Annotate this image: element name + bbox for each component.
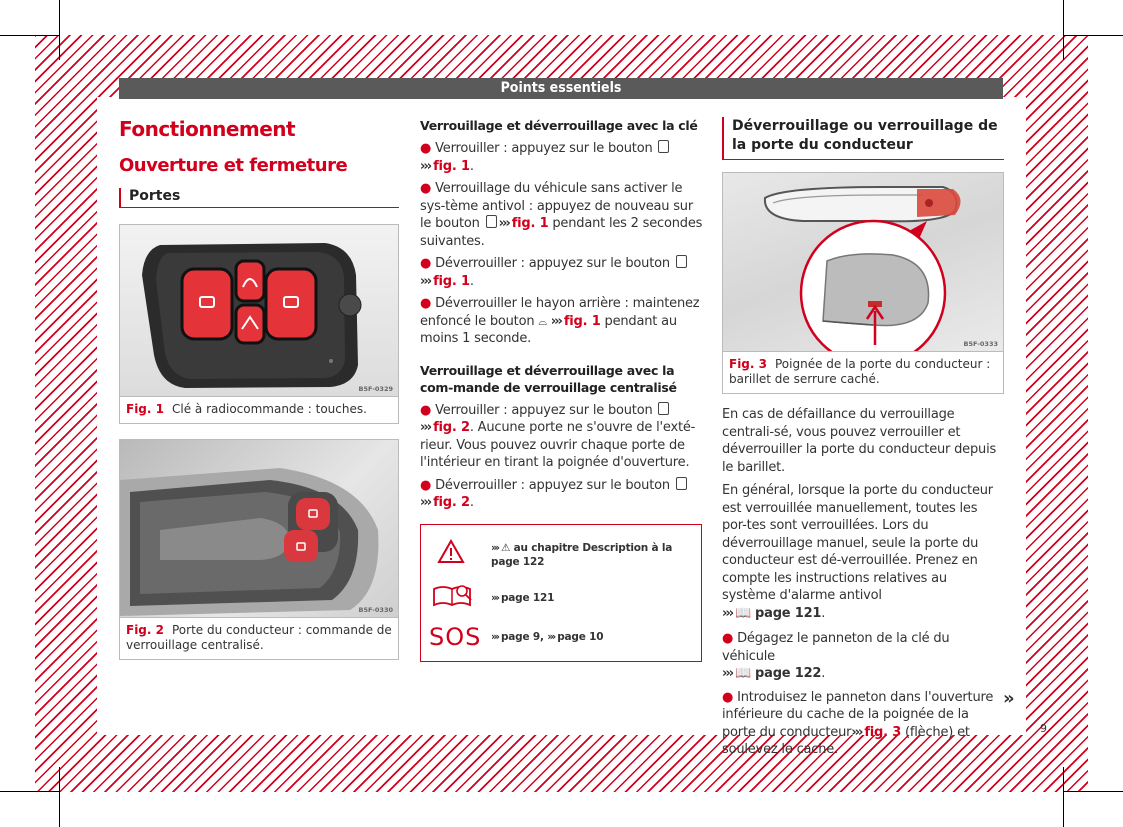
unlock-icon (676, 477, 687, 490)
info-reference-page[interactable]: page 121 (500, 592, 555, 604)
figure-2-caption-text: Porte du conducteur : commande de verrouillage centralisé. (126, 623, 392, 652)
bullet-release-key: ● Dégagez le panneton de la clé du véhicule ››› 📖 page 122. (722, 631, 950, 681)
paragraph-failure: En cas de défaillance du verrouillage centrali-sé, vous pouvez verrouiller et déverrouiller la porte du conducteur depuis le barillet. (722, 407, 997, 475)
unlock-icon (676, 255, 687, 268)
fig-1-link[interactable]: fig. 1 (433, 158, 470, 174)
warning-reference-text[interactable]: au chapitre Description à la (513, 542, 673, 554)
bullet-central-lock: ● Verrouiller : appuyez sur le bouton ››› fig. 2. Aucune porte ne s'ouvre de l'exté-rieur. Vous pouvez ouvrir chaque porte de l'intérieur en tirant la poignée d'ouverture. (420, 402, 696, 470)
fig-2-link[interactable]: fig. 2 (433, 495, 470, 510)
crop-mark (0, 35, 60, 36)
manual-book-icon: 📖 (735, 605, 752, 621)
right-section-title: Déverrouillage ou verrouillage de la porte du conducteur (722, 117, 1004, 160)
fig-2-link[interactable]: fig. 2 (433, 420, 470, 435)
crop-mark (1063, 791, 1123, 792)
figure-2-image (120, 440, 398, 618)
figure-3-image (723, 173, 1003, 352)
paragraph-manual-locking: En général, lorsque la porte du conducteur est verrouillée manuellement, toutes les por-tes sont verrouillées. Lors du déverrouillage manuel, seule la porte du conducteur est dé-verrouillée. Prenez en compte les instructions relatives au système d'alarme antivol ››› 📖 page 121. (722, 483, 993, 621)
warning-triangle-icon (437, 539, 465, 564)
bullet-central-unlock: ● Déverrouiller : appuyez sur le bouton ››› fig. 2. (420, 477, 703, 512)
figure-3-code: B5F-0333 (963, 340, 998, 348)
figure-1-caption (120, 397, 398, 423)
crop-mark (59, 767, 60, 827)
crop-mark (1063, 0, 1064, 60)
manual-book-icon: 📖 (735, 666, 752, 681)
section-title: Ouverture et fermeture (119, 155, 348, 176)
figure-2-caption (120, 618, 398, 659)
remote-key-illustration (120, 225, 398, 396)
bullet-lock-no-alarm: ● Verrouillage du véhicule sans activer le sys-tème antivol : appuyez de nouveau sur le bouton ››› fig. 1 pendant les 2 secondes suivantes. (420, 181, 703, 249)
figure-3-caption-text: Poignée de la porte du conducteur : barillet de serrure caché. (729, 357, 991, 386)
subheading-central-lock: Verrouillage et déverrouillage avec la com-mande de verrouillage centralisé (420, 362, 677, 395)
figure-3-number: Fig. 3 (729, 357, 767, 371)
page-122-link[interactable]: page 122 (755, 666, 822, 681)
fig-1-link[interactable]: fig. 1 (511, 216, 549, 231)
bullet-unlock: ● Déverrouiller : appuyez sur le bouton ››› fig. 1. (420, 255, 703, 290)
middle-column (420, 117, 703, 512)
crop-mark (0, 791, 60, 792)
figure-2-code: B5F-0330 (358, 606, 393, 614)
bullet-lock: ● Verrouiller : appuyez sur le bouton ››› fig. 1. (420, 140, 703, 175)
continue-arrow: » (1003, 688, 1012, 709)
door-handle-illustration (723, 173, 1003, 351)
left-column (119, 117, 399, 660)
figure-1-caption-text: Clé à radiocommande : touches. (172, 402, 367, 416)
bullet-tailgate: ● Déverrouiller le hayon arrière : maintenez enfoncé le bouton ⌓ ››› fig. 1 pendant au moins 1 seconde. (420, 296, 700, 346)
right-column (722, 117, 1004, 759)
figure-2-number: Fig. 2 (126, 623, 164, 637)
lock-icon (486, 215, 497, 228)
manual-book-icon (431, 581, 473, 609)
door-panel-illustration (120, 440, 398, 617)
small-warning-icon: ⚠ (500, 542, 511, 554)
subsection-title: Portes (119, 188, 399, 208)
figure-2 (119, 439, 399, 660)
figure-1-number: Fig. 1 (126, 402, 164, 416)
chapter-title: Fonctionnement (119, 117, 296, 141)
lock-icon (658, 402, 669, 415)
figure-3 (722, 172, 1004, 394)
figure-1 (119, 224, 399, 424)
bullet-insert-key: ● Introduisez le panneton dans l'ouverture inférieure du cache de la poignée de la porte du conducteur››› fig. 3 (flèche) et soulevez le cache. (722, 689, 994, 757)
fig-1-link[interactable]: fig. 1 (433, 273, 470, 289)
crop-mark (59, 0, 60, 60)
car-tailgate-icon: ⌓ (538, 314, 547, 328)
page-number: 9 (1040, 722, 1047, 735)
fig-1-link[interactable]: fig. 1 (563, 313, 601, 329)
fig-3-link[interactable]: fig. 3 (864, 724, 902, 740)
crop-mark (1063, 767, 1064, 827)
subheading-key: Verrouillage et déverrouillage avec la clé (420, 118, 698, 133)
lock-icon (658, 140, 669, 153)
warning-reference-page[interactable]: page 122 (491, 556, 545, 568)
figure-1-image (120, 225, 398, 397)
sos-icon: SOS (429, 623, 482, 651)
section-header-bar: Points essentiels (119, 78, 1003, 99)
crop-mark (1063, 35, 1123, 36)
figure-3-caption (723, 352, 1003, 393)
reference-box: ››› ⚠ au chapitre Description à la page 122 ››› page 121 SOS ››› page 9, ››› page 10 (420, 524, 702, 662)
sos-reference-page-b[interactable]: page 10 (557, 631, 604, 643)
figure-1-code: B5F-0329 (358, 385, 393, 393)
page-121-link[interactable]: page 121 (755, 605, 822, 621)
sos-reference-page-a[interactable]: page 9, (500, 631, 544, 643)
